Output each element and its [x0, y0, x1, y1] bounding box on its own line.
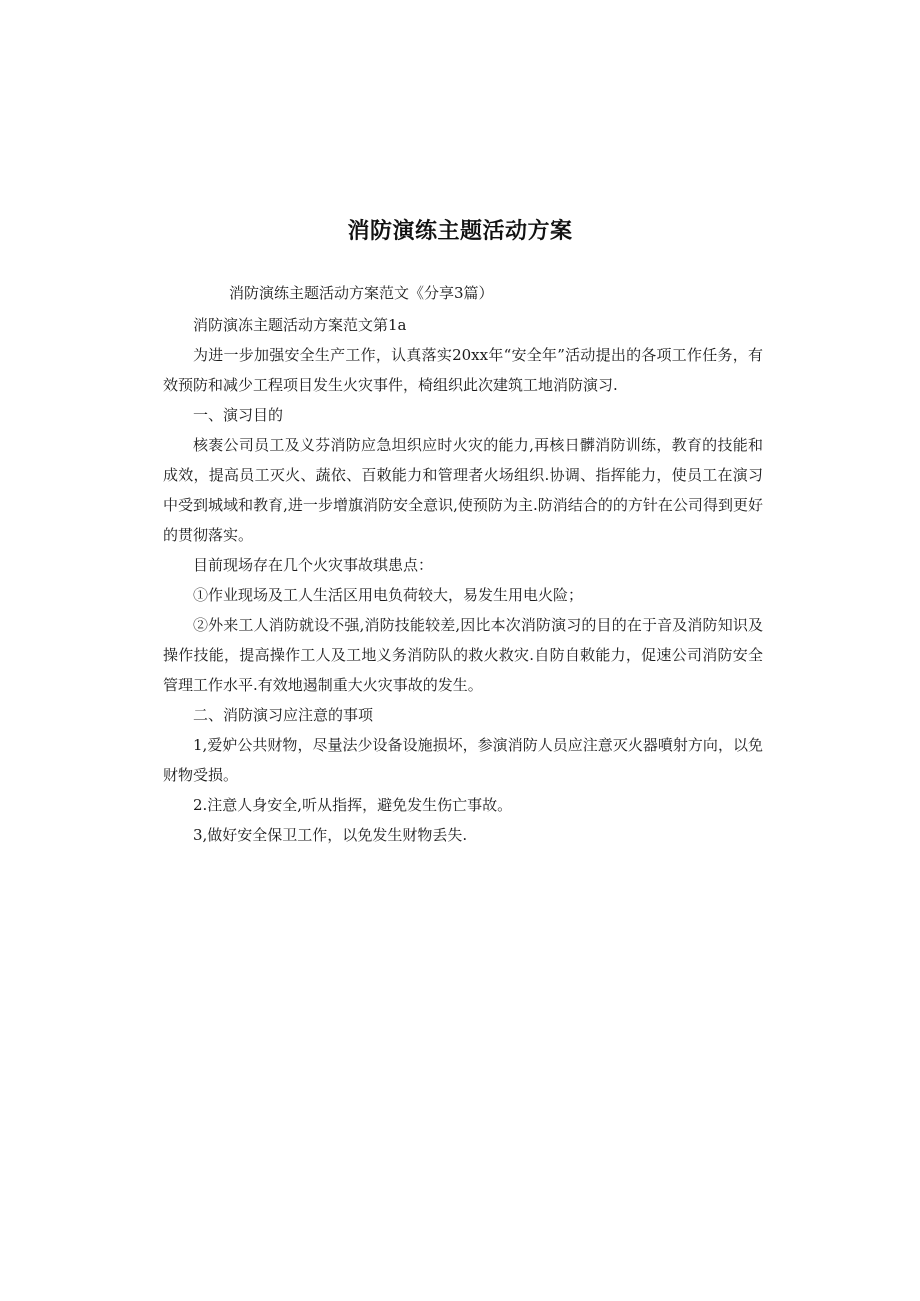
hazards-intro-paragraph: 目前现场存在几个火灾事故琪患点：	[193, 556, 434, 574]
precaution-item-1: 1,爱妒公共财物，尽量法少设备设施损坏，参演消防人员应注意灭火器噴射方向，以免财物受损。	[163, 736, 763, 784]
precaution-item-3: 3,做好安全保卫工作，以免发生财物丢失.	[193, 826, 468, 844]
section-label-sample-1: 消防演冻主题活动方案范文第1a	[193, 316, 407, 334]
document-title: 消防演练主题活动方案	[347, 219, 573, 244]
document-subtitle: 消防演练主题活动方案范文《分享3篇）	[229, 284, 494, 302]
precaution-item-2: 2.注意人身安全,听从指挥，避免发生伤亡事故。	[193, 796, 513, 814]
purpose-paragraph: 核袠公司员工及义芬消防应急坦织应时火灾的能力,再核日髒消防训练，教育的技能和成效，提高员工灭火、蔬依、百敕能力和管理者火场组织.协调、指挥能力，使员工在演习中受到城域和教育,进一步增旗消防安全意识,使预防为主.防消结合的的方针在公司得到更好的贯彻落实。	[163, 436, 763, 544]
intro-paragraph: 为进一步加强安全生产工作，认真落实20xx年“安全年”活动提出的各项工作任务，有效预防和减少工程项目发生火灾事件，椅组织此次建筑工地消防演习.	[163, 346, 763, 394]
hazard-item-2: ②外来工人消防就设不强,消防技能较差,因比本次消防演习的目的在于音及消防知识及操作技能，提高操作工人及工地义务消防队的救火救灾.自防自敕能力，促速公司消防安全管理工作水平.有效地遏制重大火灾事故的发生。	[163, 616, 763, 694]
hazard-item-1: ①作业现场及工人生活区用电负荷较大，易发生用电火险；	[193, 586, 584, 604]
document-body	[163, 278, 763, 850]
heading-drill-precautions: 二、消防演习应注意的事项	[193, 706, 374, 724]
heading-drill-purpose: 一、演习目的	[193, 406, 284, 424]
